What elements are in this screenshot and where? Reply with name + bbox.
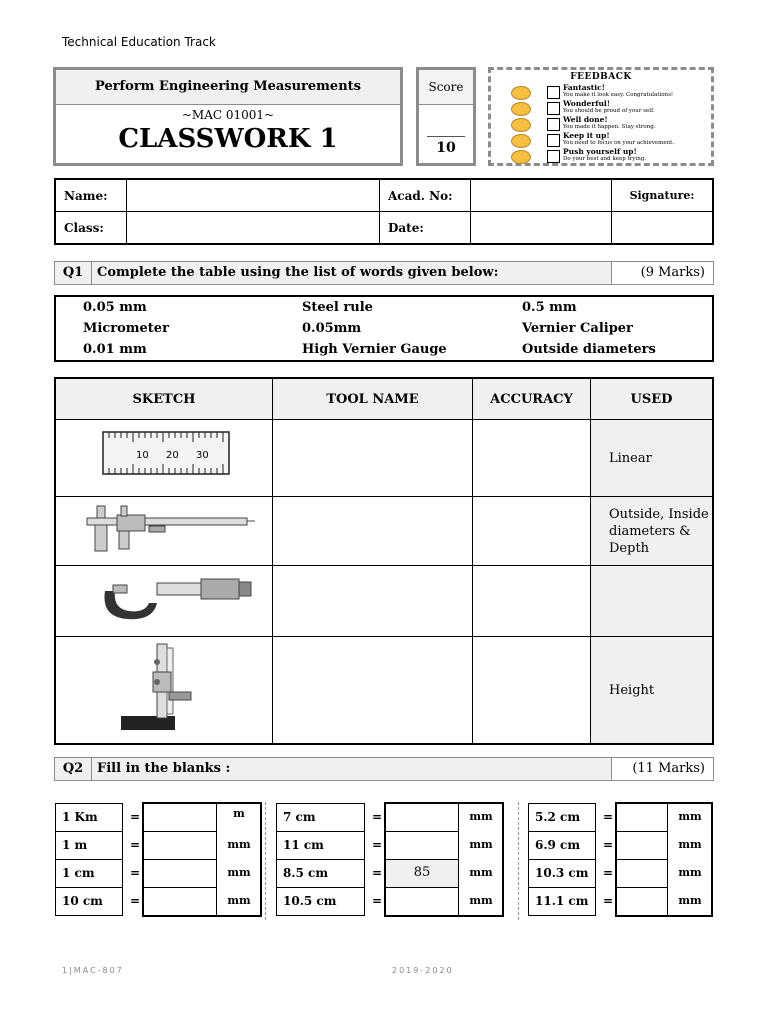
answer-field[interactable]: 85 [385, 859, 459, 888]
quantity-cell: 11 cm [276, 831, 365, 860]
unit-label: mm [227, 866, 251, 879]
quantity-cell: 10 cm [55, 887, 123, 916]
smiley-icon [511, 150, 531, 164]
word-item: Steel rule [302, 300, 373, 315]
vernier-caliper-icon [57, 498, 269, 560]
q1-marks: (9 Marks) [611, 262, 713, 284]
q1-number: Q1 [55, 262, 92, 284]
title-box [53, 67, 403, 166]
unit-label: mm [678, 866, 702, 879]
quantity-cell: 11.1 cm [528, 887, 596, 916]
answer-group-frame [615, 802, 713, 917]
date-label: Date: [380, 212, 471, 245]
equals-sign: = [130, 810, 141, 824]
quantity-cell: 8.5 cm [276, 859, 365, 888]
tools-table [54, 377, 714, 745]
equals-sign: = [603, 866, 614, 880]
feedback-item [511, 133, 711, 148]
feedback-item [511, 85, 711, 100]
feedback-checkbox[interactable] [547, 134, 560, 147]
equals-sign: = [130, 838, 141, 852]
steel-rule-icon [57, 421, 269, 491]
page-title: CLASSWORK 1 [118, 124, 338, 154]
signature-label: Signature: [612, 179, 714, 212]
smiley-icon [511, 86, 531, 100]
tool-name-field[interactable] [273, 497, 473, 566]
feedback-checkbox[interactable] [547, 118, 560, 131]
feedback-checkbox[interactable] [547, 102, 560, 115]
name-field[interactable] [127, 179, 380, 212]
col-used: USED [591, 378, 714, 420]
word-item: 0.01 mm [83, 342, 147, 357]
feedback-sub: You made it happen. Stay strong. [563, 124, 656, 130]
table-row [55, 566, 713, 637]
answer-group-frame [384, 802, 504, 917]
feedback-heading: Push yourself up! [563, 147, 637, 156]
micrometer-icon [57, 567, 269, 631]
q2-text: Fill in the blanks : [97, 761, 231, 776]
unit-label: mm [678, 810, 702, 823]
smiley-icon [511, 118, 531, 132]
equals-sign: = [130, 894, 141, 908]
feedback-item [511, 117, 711, 132]
course-title: Perform Engineering Measurements [56, 70, 400, 105]
q1-bar [54, 261, 714, 285]
equals-sign: = [372, 810, 383, 824]
feedback-heading: Wonderful! [563, 99, 611, 108]
feedback-checkbox[interactable] [547, 150, 560, 163]
table-row [55, 497, 713, 566]
table-row [55, 420, 713, 497]
equals-sign: = [372, 838, 383, 852]
score-total: 10 [427, 136, 465, 156]
unit-label: mm [469, 838, 493, 851]
feedback-box [488, 67, 714, 166]
feedback-heading: Fantastic! [563, 83, 605, 92]
word-item: 0.05 mm [83, 300, 147, 315]
course-code: ~MAC 01001~ [181, 108, 275, 122]
sketch-cell [55, 497, 273, 566]
tool-name-field[interactable] [273, 420, 473, 497]
ruler-number: 20 [166, 450, 179, 461]
equals-sign: = [372, 894, 383, 908]
feedback-item [511, 149, 711, 164]
student-info-table [54, 178, 714, 245]
tool-name-field[interactable] [273, 637, 473, 745]
unit-label: mm [469, 866, 493, 879]
word-item: 0.05mm [302, 321, 362, 336]
used-cell: Linear [591, 420, 714, 497]
feedback-heading: Keep it up! [563, 131, 610, 140]
unit-label: mm [469, 894, 493, 907]
unit-label: mm [678, 894, 702, 907]
acad-label: Acad. No: [380, 179, 471, 212]
quantity-cell: 5.2 cm [528, 803, 596, 832]
footer-year: 2019-2020 [392, 966, 454, 975]
feedback-sub: You should be proud of your self. [563, 108, 655, 114]
used-cell: Outside, Inside diameters & Depth [591, 497, 714, 566]
footer-page: 1|MAC-807 [62, 966, 124, 975]
q2-bar [54, 757, 714, 781]
sketch-cell [55, 566, 273, 637]
quantity-cell: 10.5 cm [276, 887, 365, 916]
table-row [55, 637, 713, 745]
ruler-number: 10 [136, 450, 149, 461]
score-label: Score [419, 70, 473, 105]
unit-label: m [233, 807, 245, 820]
word-item: High Vernier Gauge [302, 342, 447, 357]
class-label: Class: [55, 212, 127, 245]
equals-sign: = [603, 894, 614, 908]
quantity-cell: 1 m [55, 831, 123, 860]
smiley-icon [511, 102, 531, 116]
feedback-sub: You make it look easy. Congratulations! [563, 92, 674, 98]
answer-group-frame [142, 802, 262, 917]
divider [265, 802, 266, 920]
equals-sign: = [130, 866, 141, 880]
used-cell [591, 566, 714, 637]
name-label: Name: [55, 179, 127, 212]
word-item: 0.5 mm [522, 300, 577, 315]
sketch-cell [55, 637, 273, 745]
word-item: Vernier Caliper [522, 321, 633, 336]
q2-marks: (11 Marks) [611, 758, 713, 780]
quantity-cell: 10.3 cm [528, 859, 596, 888]
equals-sign: = [603, 838, 614, 852]
quantity-cell: 7 cm [276, 803, 365, 832]
unit-label: mm [469, 810, 493, 823]
accuracy-field[interactable] [473, 420, 591, 497]
q2-number: Q2 [55, 758, 92, 780]
height-gauge-icon [57, 638, 269, 738]
score-box [416, 67, 476, 166]
feedback-checkbox[interactable] [547, 86, 560, 99]
smiley-icon [511, 134, 531, 148]
used-cell: Height [591, 637, 714, 745]
date-field[interactable] [471, 212, 612, 245]
equals-sign: = [603, 810, 614, 824]
col-sketch: SKETCH [55, 378, 273, 420]
track-label: Technical Education Track [62, 35, 216, 49]
equals-sign: = [372, 866, 383, 880]
col-tool-name: TOOL NAME [273, 378, 473, 420]
unit-label: mm [678, 838, 702, 851]
ruler-number: 30 [196, 450, 209, 461]
quantity-cell: 1 Km [55, 803, 123, 832]
feedback-title: FEEDBACK [570, 72, 632, 82]
word-list [54, 295, 714, 362]
q1-text: Complete the table using the list of words given below: [97, 265, 499, 280]
class-field[interactable] [127, 212, 380, 245]
unit-label: mm [227, 838, 251, 851]
word-item: Micrometer [83, 321, 169, 336]
feedback-sub: Do your best and keep trying. [563, 156, 647, 162]
word-item: Outside diameters [522, 342, 656, 357]
quantity-cell: 6.9 cm [528, 831, 596, 860]
feedback-sub: You need to focus on your achievement. [563, 140, 675, 146]
feedback-heading: Well done! [563, 115, 608, 124]
signature-field[interactable] [612, 212, 714, 245]
quantity-cell: 1 cm [55, 859, 123, 888]
unit-label: mm [227, 894, 251, 907]
accuracy-field[interactable] [473, 566, 591, 637]
tool-name-field[interactable] [273, 566, 473, 637]
accuracy-field[interactable] [473, 497, 591, 566]
accuracy-field[interactable] [473, 637, 591, 745]
sketch-cell [55, 420, 273, 497]
feedback-item [511, 101, 711, 116]
divider [518, 802, 519, 920]
col-accuracy: ACCURACY [473, 378, 591, 420]
acad-field[interactable] [471, 179, 612, 212]
